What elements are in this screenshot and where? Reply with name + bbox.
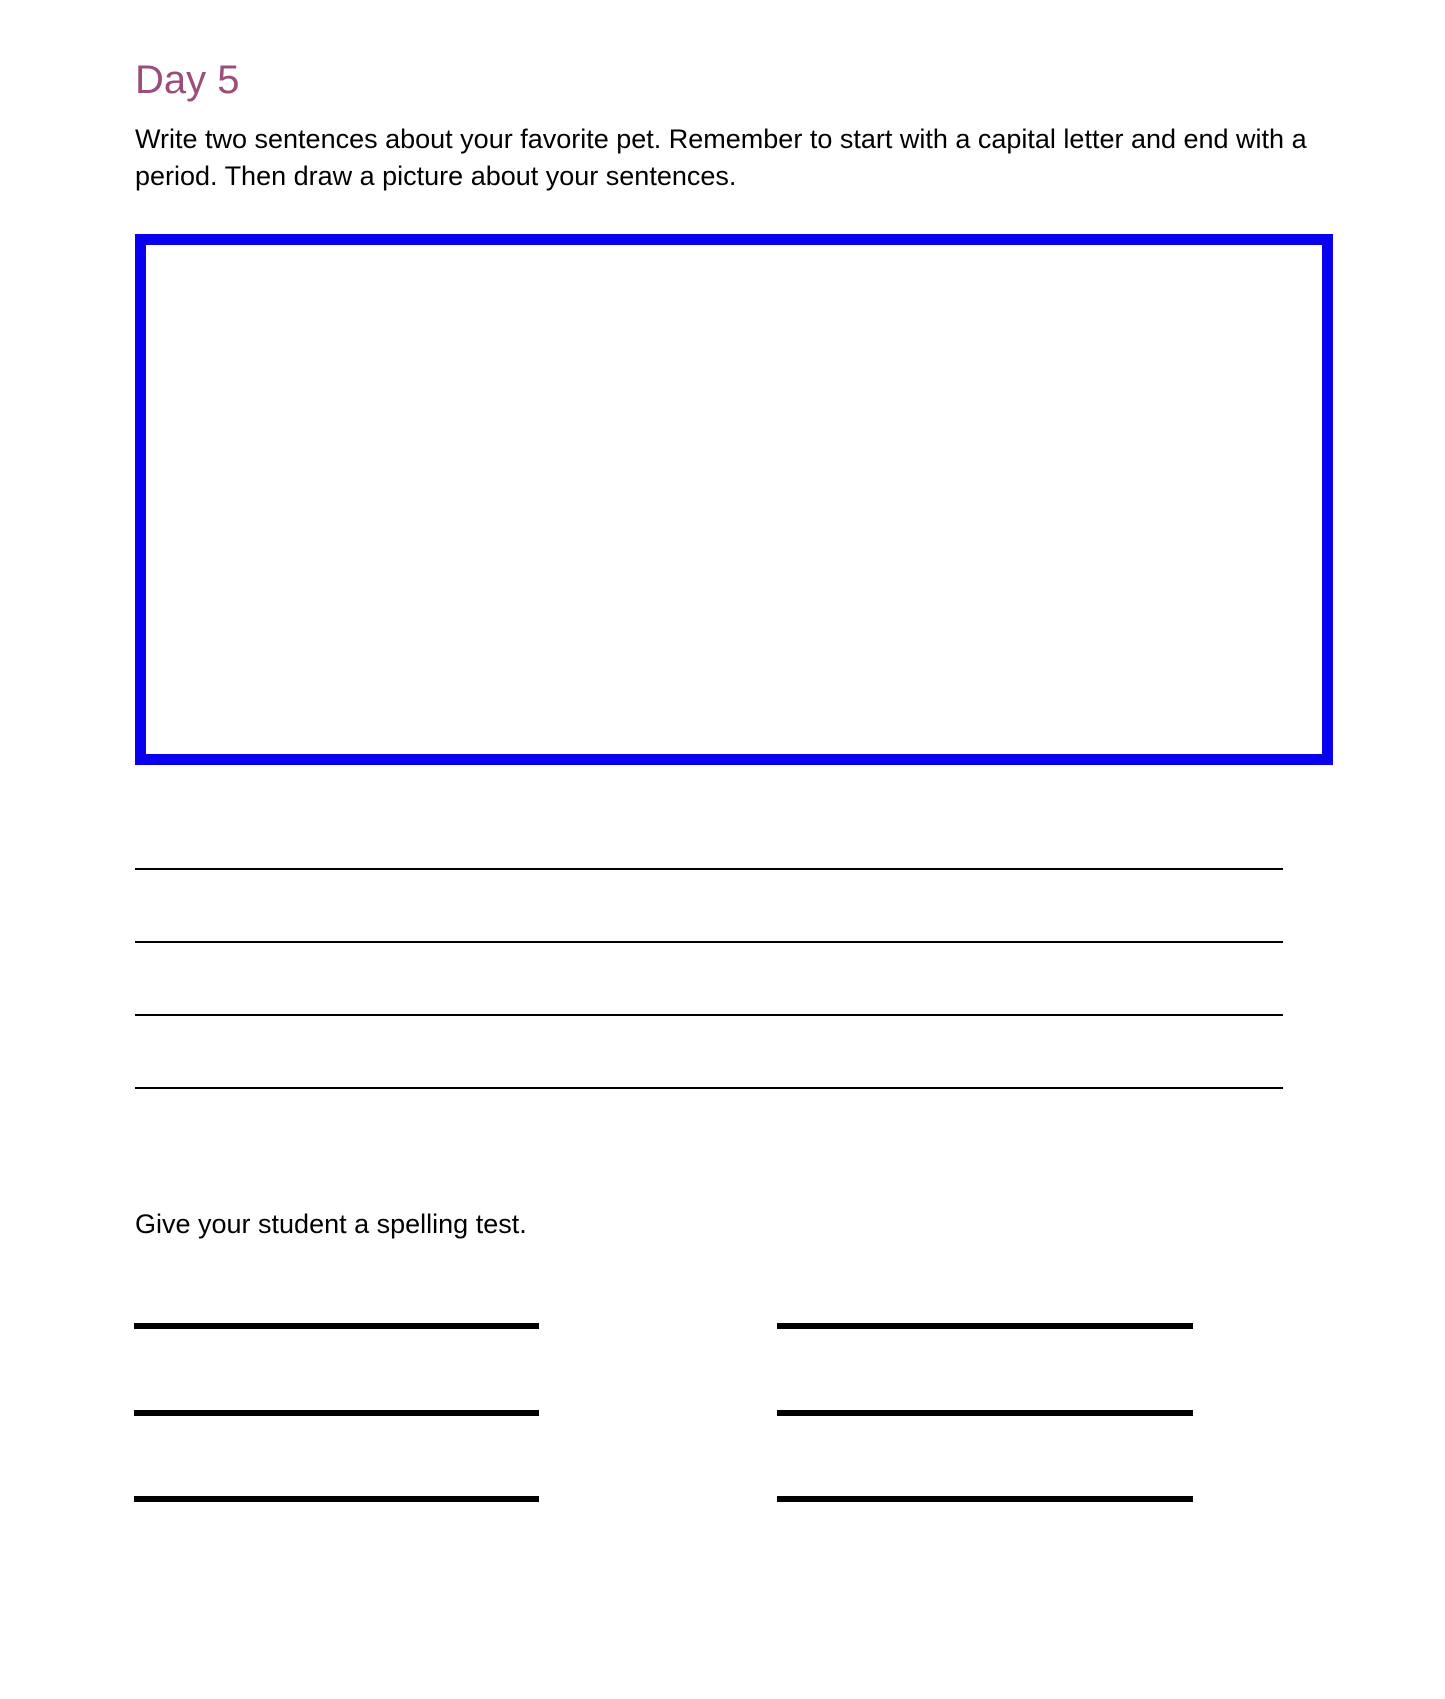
writing-line[interactable] [135,1087,1283,1089]
spelling-line[interactable] [777,1410,1193,1416]
page-title: Day 5 [135,58,240,102]
spelling-line[interactable] [134,1496,539,1502]
spelling-line[interactable] [134,1410,539,1416]
writing-instructions: Write two sentences about your favorite pet. Remember to start with a capital letter and end with a period. Then draw a picture about your sentences. [135,124,1307,191]
writing-line[interactable] [135,1014,1283,1016]
writing-line[interactable] [135,868,1283,870]
spelling-line[interactable] [134,1323,539,1329]
spelling-test-prompt: Give your student a spelling test. [135,1209,527,1239]
spelling-line[interactable] [777,1496,1193,1502]
spelling-line[interactable] [777,1323,1193,1329]
drawing-box[interactable] [135,234,1333,765]
writing-line[interactable] [135,941,1283,943]
